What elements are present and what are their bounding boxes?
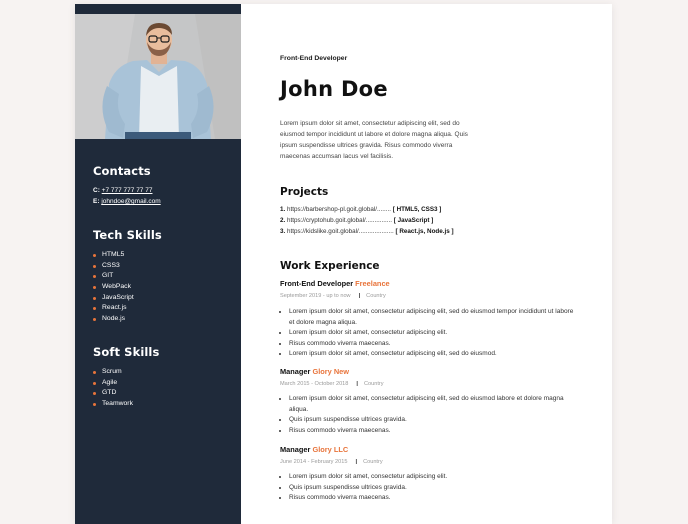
- job-title: [280, 279, 390, 288]
- job-bullets: [280, 394, 579, 436]
- tech-skill-item: GIT: [93, 271, 134, 282]
- project-number: 1.: [280, 206, 286, 213]
- job-bullet: • Lorem ipsum dolor sit amet, consectetur adipiscing elit.: [289, 328, 579, 339]
- person-name: John Doe: [280, 77, 388, 101]
- project-stack: [ JavaScript ]: [393, 217, 434, 224]
- job-bullet: • Lorem ipsum dolor sit amet, consectetur adipiscing elit, sed do eiusmod tempor incididunt ut labore et dolore magna aliqua.: [289, 307, 579, 328]
- job-bullet: • Quis ipsum suspendisse ultrices gravida.: [289, 483, 579, 494]
- job-position: Front-End Developer: [280, 279, 354, 288]
- tech-skills-list: [93, 250, 134, 325]
- job-bullet: • Risus commodo viverra maecenas.: [289, 493, 579, 504]
- job-bullet: • Lorem ipsum dolor sit amet, consectetur adipiscing elit, sed do eiusmod labore et dolore magna aliqua.: [289, 394, 579, 415]
- project-item: [280, 206, 441, 213]
- job-position: Manager: [280, 445, 311, 454]
- project-stack: [ React.js, Node.js ]: [395, 228, 454, 235]
- contact-phone: [93, 187, 152, 194]
- job-bullets: [280, 307, 579, 360]
- job-meta: September 2019 - up to now | Country: [280, 293, 386, 299]
- job-meta: March 2015 - October 2018 | Country: [280, 381, 384, 387]
- tech-skill-item: React.js: [93, 303, 134, 314]
- job-company: Freelance: [355, 279, 390, 288]
- sidebar: [75, 4, 241, 524]
- project-link[interactable]: https://kidslike.goit.global/: [287, 228, 359, 235]
- job-location: Country: [363, 381, 384, 387]
- project-dots: ........: [376, 206, 391, 213]
- contact-email: [93, 198, 161, 205]
- job-meta: June 2014 - February 2015 | Country: [280, 459, 383, 465]
- project-dots: ...............: [365, 217, 393, 224]
- job-bullet: • Lorem ipsum dolor sit amet, consectetur adipiscing elit, sed do eiusmod.: [289, 349, 579, 360]
- resume-sheet: [75, 4, 612, 524]
- project-number: 2.: [280, 217, 286, 224]
- projects-heading: Projects: [280, 186, 329, 198]
- job-location: Country: [366, 293, 386, 299]
- profile-photo: [75, 14, 241, 139]
- phone-link[interactable]: +7 777 777 77 77: [101, 187, 153, 194]
- tech-skill-item: CSS3: [93, 261, 134, 272]
- soft-skill-item: GTD: [93, 388, 133, 399]
- job-title: [280, 445, 348, 454]
- tech-skill-item: WebPack: [93, 282, 134, 293]
- project-link[interactable]: https://barbershop-pl.goit.global/: [287, 206, 377, 213]
- soft-skill-item: Agile: [93, 378, 133, 389]
- job-bullet: • Risus commodo viverra maecenas.: [289, 426, 579, 437]
- project-stack: [ HTML5, CSS3 ]: [392, 206, 442, 213]
- contacts-heading: Contacts: [93, 164, 151, 178]
- job-title: [280, 367, 349, 376]
- soft-skill-item: Teamwork: [93, 399, 133, 410]
- phone-label: C:: [93, 187, 100, 194]
- job-location: Country: [363, 459, 383, 465]
- soft-skills-list: [93, 367, 133, 410]
- job-dates: June 2014 - February 2015: [280, 459, 348, 465]
- tech-skill-item: JavaScript: [93, 293, 134, 304]
- sidebar-top-bar: [75, 4, 241, 14]
- job-bullets: [280, 472, 579, 504]
- job-bullet: • Quis ipsum suspendisse ultrices gravida.: [289, 415, 579, 426]
- project-dots: ....................: [358, 228, 394, 235]
- soft-skill-item: Scrum: [93, 367, 133, 378]
- project-item: [280, 217, 433, 224]
- person-illustration: [75, 14, 241, 139]
- project-link[interactable]: https://cryptohub.goit.global/: [287, 217, 366, 224]
- tech-skill-item: Node.js: [93, 314, 134, 325]
- tech-skill-item: HTML5: [93, 250, 134, 261]
- job-company: Glory LLC: [312, 445, 349, 454]
- job-dates: September 2019 - up to now: [280, 293, 351, 299]
- job-company: Glory New: [312, 367, 350, 376]
- tech-skills-heading: Tech Skills: [93, 228, 162, 242]
- project-number: 3.: [280, 228, 286, 235]
- job-dates: March 2015 - October 2018: [280, 381, 349, 387]
- project-item: [280, 228, 454, 235]
- email-link[interactable]: johndoe@gmail.com: [101, 198, 161, 205]
- experience-heading: Work Experience: [280, 260, 380, 272]
- job-bullet: • Lorem ipsum dolor sit amet, consectetur adipiscing elit.: [289, 472, 579, 483]
- intro-text: Lorem ipsum dolor sit amet, consectetur adipiscing elit, sed do eiusmod tempor incididunt ut labore et dolore magna aliqua. Quis ipsum suspendisse ultrices gravida. Risus commodo viverra maecenas accumsan lacus vel facilisis.: [280, 120, 468, 160]
- job-position: Manager: [280, 367, 311, 376]
- job-bullet: • Risus commodo viverra maecenas.: [289, 339, 579, 350]
- email-label: E:: [93, 198, 100, 205]
- soft-skills-heading: Soft Skills: [93, 345, 160, 359]
- job-role: Front-End Developer: [280, 55, 348, 62]
